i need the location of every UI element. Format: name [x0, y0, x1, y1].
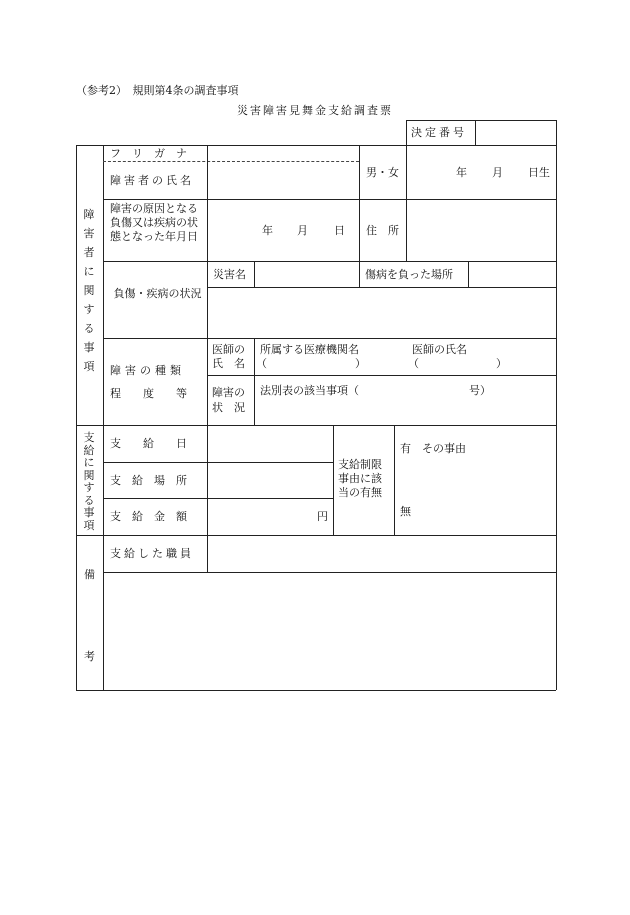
payment-section-label: 支給に関する事項 — [83, 431, 95, 532]
disaster-name-label: 災害名 — [213, 268, 246, 281]
birth-day-label: 日生 — [528, 166, 550, 179]
payment-amount-field[interactable] — [209, 500, 317, 534]
disability-status-label-line2: 状 況 — [212, 401, 245, 414]
schedule-item-field[interactable]: 法別表の該当事項（ 号） — [260, 384, 491, 397]
payment-date-field[interactable] — [209, 427, 331, 461]
injury-place-field[interactable] — [470, 263, 554, 285]
doctor-name-label: 医師の氏名 — [412, 343, 467, 356]
restriction-no-option[interactable]: 無 — [400, 505, 411, 518]
disaster-name-field[interactable] — [256, 263, 357, 285]
address-field[interactable] — [408, 201, 554, 259]
restriction-yes-option[interactable]: 有 その事由 — [400, 442, 466, 455]
cause-month-label: 月 — [297, 224, 308, 237]
birth-year-label: 年 — [456, 166, 467, 179]
decision-number-label: 決定番号 — [411, 126, 467, 139]
reference-note: （参考2） 規則第4条の調査事項 — [76, 84, 239, 97]
amount-unit: 円 — [317, 510, 328, 523]
remarks-field[interactable] — [105, 574, 554, 688]
medical-institution-field[interactable]: （ ） — [256, 357, 366, 370]
remarks-label-top: 備 — [84, 568, 95, 581]
disability-status-label-line1: 障害の — [212, 386, 245, 399]
injury-status-field[interactable] — [209, 289, 554, 336]
payment-place-label: 支 給 場 所 — [110, 474, 187, 487]
disability-type-label: 障害の種類 — [110, 364, 185, 377]
payment-date-label: 支 給 日 — [110, 437, 187, 450]
restriction-label: 支給制限事由に該当の有無 — [338, 458, 382, 499]
payment-staff-label: 支給した職員 — [110, 547, 194, 560]
birth-month-label: 月 — [492, 166, 503, 179]
injury-status-label: 負傷・疾病の状況 — [113, 287, 202, 300]
victim-section-label: 障害者に関する事項 — [83, 208, 95, 373]
payment-amount-label: 支 給 金 額 — [110, 510, 187, 523]
remarks-label-bottom: 考 — [84, 650, 95, 663]
victim-name-label: 障害者の氏名 — [110, 174, 194, 187]
medical-institution-label: 所属する医療機関名 — [260, 343, 359, 356]
form-title: 災害障害見舞金支給調査票 — [237, 104, 393, 117]
doctor-label-line2: 氏 名 — [212, 357, 245, 370]
disability-degree-label: 程 度 等 — [110, 387, 187, 400]
doctor-label-line1: 医師の — [212, 343, 245, 356]
cause-date-label: 障害の原因となる負傷又は疾病の状態となった年月日 — [110, 202, 198, 243]
doctor-name-field[interactable]: （ ） — [408, 357, 507, 370]
decision-number-field[interactable] — [477, 122, 555, 144]
cause-day-label: 日 — [334, 224, 345, 237]
furigana-field[interactable] — [209, 147, 357, 160]
cause-year-label: 年 — [262, 224, 273, 237]
payment-staff-field[interactable] — [209, 537, 554, 571]
payment-place-field[interactable] — [209, 464, 331, 497]
address-label: 住 所 — [366, 224, 399, 237]
sex-selector[interactable]: 男・女 — [366, 166, 399, 179]
furigana-label: フ リ ガ ナ — [110, 147, 187, 160]
victim-name-field[interactable] — [209, 163, 357, 198]
injury-place-label: 傷病を負った場所 — [365, 268, 453, 281]
